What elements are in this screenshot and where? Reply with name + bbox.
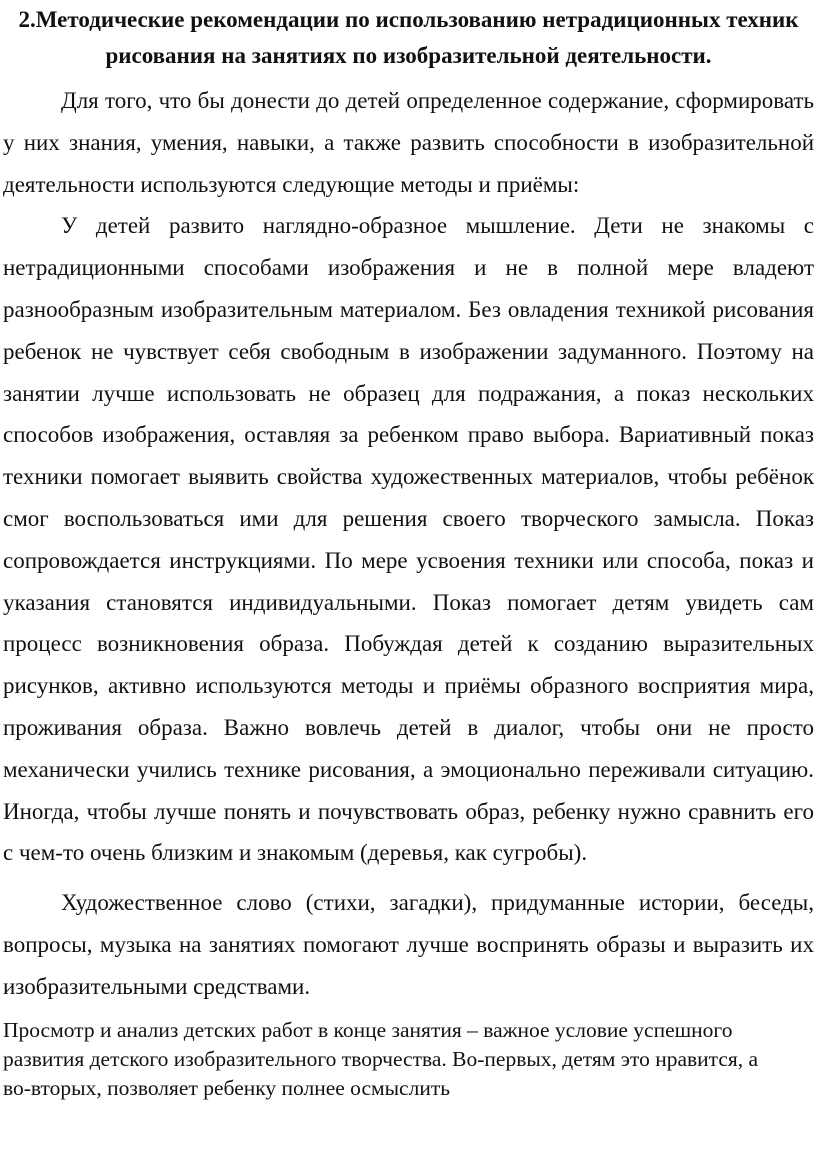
section-heading: 2.Методические рекомендации по использованию нетрадиционных техник рисования на занятиях по изобразительной деятельности. (18, 7, 799, 68)
paragraph-methods: У детей развито наглядно-образное мышление. Дети не знакомы с нетрадиционными способами изображения и не в полной мере владеют разнообразным изобразительным материалом. Без овладения техникой рисования ребенок не чувствует себя свободным в изображении задуманного. Поэтому на занятии лучше использовать не образец для подражания, а показ нескольких способов изображения, оставляя за ребенком право выбора. Вариативный показ техники помогает выявить свойства художественных материалов, чтобы ребёнок смог воспользоваться ими для решения своего творческого замысла. Показ сопровождается инструкциями. По мере усвоения техники или способа, показ и указания становятся индивидуальными. Показ помогает детям увидеть сам процесс возникновения образа. Побуждая детей к созданию выразительных рисунков, активно используются методы и приёмы образного восприятия мира, проживания образа. Важно вовлечь детей в диалог, чтобы они не просто механически учились технике рисования, а эмоционально переживали ситуацию. Иногда, чтобы лучше понять и почувствовать образ, ребенку нужно сравнить его с чем-то очень близким и знакомым (деревья, как сугробы). (3, 213, 814, 866)
paragraph-review: Просмотр и анализ детских работ в конце занятия – важное условие успешного развития детского изобразительного творчества. Во-первых, детям это нравится, а во-вторых, позволяет ребенку полнее осмыслить (3, 1017, 759, 1100)
paragraph-artistic-word: Художественное слово (стихи, загадки), придуманные истории, беседы, вопросы, музыка на занятиях помогают лучше воспринять образы и выразить их изобразительными средствами. (3, 890, 814, 999)
paragraph-intro: Для того, что бы донести до детей определенное содержание, сформировать у них знания, умения, навыки, а также развить способности в изобразительной деятельности используются следующие методы и приёмы: (3, 88, 814, 197)
